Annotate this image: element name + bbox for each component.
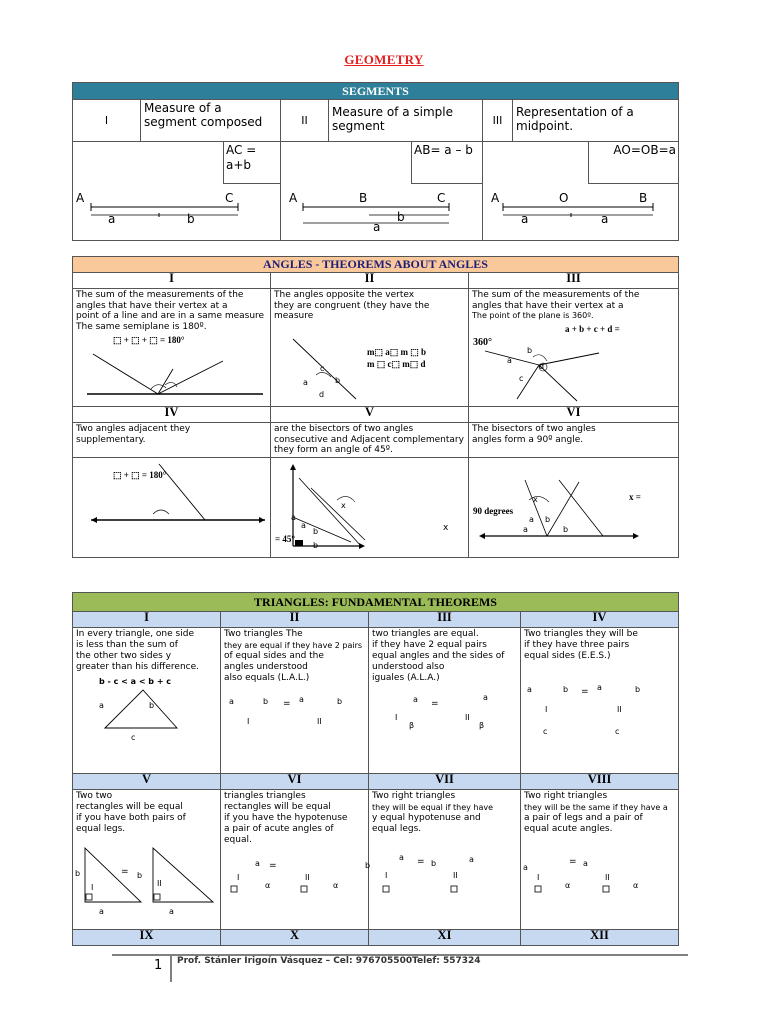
triangle-theorem-II: Two triangles The they are equal if they have 2 pairs of equal sides and the angles understood also equals (L.A.L.) a b = a b I II	[221, 628, 369, 774]
segment-figure-3	[483, 142, 679, 241]
angle-theorem-II: The angles opposite the vertex they are congruent (they have the measure m⬚ a⬚ m ⬚ b m ⬚ c⬚ m⬚ d c a b d	[271, 289, 469, 407]
segment-formula-2: AB= a – b	[411, 142, 482, 184]
svg-text:I: I	[545, 705, 548, 714]
segment-num-3: III	[483, 100, 513, 142]
angle-num-VI: VI	[469, 407, 679, 423]
svg-text:a: a	[399, 853, 404, 862]
triangle-theorem-VIII: Two right triangles they will be the same if they have a a pair of legs and a pair of equal acute angles. = a a I II α α	[521, 790, 679, 930]
svg-text:II: II	[305, 873, 310, 882]
svg-text:b: b	[635, 685, 641, 694]
triangle-num-XI: XI	[369, 930, 521, 946]
svg-text:b: b	[313, 527, 319, 536]
svg-text:B: B	[639, 191, 648, 205]
svg-text:I: I	[91, 883, 94, 892]
svg-text:a: a	[507, 356, 512, 365]
triangle-num-V: V	[73, 774, 221, 790]
svg-text:a: a	[99, 701, 104, 710]
segment-desc-2: Measure of a simple segment	[329, 100, 483, 142]
segment-figure-1	[73, 142, 281, 241]
footer-divider	[170, 954, 172, 982]
segment-figure-2	[281, 142, 483, 241]
svg-text:c: c	[543, 727, 548, 736]
svg-text:a: a	[169, 907, 174, 916]
svg-text:=: =	[269, 861, 277, 871]
segment-num-2: II	[281, 100, 329, 142]
svg-text:b: b	[431, 859, 437, 868]
svg-text:c: c	[519, 374, 524, 383]
angle-num-III: III	[469, 273, 679, 289]
angle-text-IV: Two angles adjacent they supplementary.	[73, 423, 271, 458]
triangle-theorem-IV: Two triangles they will be if they have three pairs equal sides (E.E.S.) a b = a b I II c c	[521, 628, 679, 774]
segments-table	[72, 82, 679, 241]
svg-text:O: O	[559, 191, 569, 205]
svg-text:a: a	[523, 525, 528, 534]
svg-text:a: a	[523, 863, 528, 872]
svg-text:b: b	[337, 697, 343, 706]
footer-text: Prof. Stánler Irigoín Vásquez – Cel: 976705500Telef: 557324	[177, 956, 481, 966]
svg-text:b: b	[75, 869, 81, 878]
svg-text:α: α	[565, 881, 571, 890]
svg-text:a: a	[229, 697, 234, 706]
angle-num-II: II	[271, 273, 469, 289]
svg-text:I: I	[537, 873, 540, 882]
svg-text:=: =	[569, 857, 577, 867]
svg-text:b: b	[149, 701, 155, 710]
svg-text:B: B	[359, 191, 368, 205]
svg-text:I: I	[247, 717, 250, 726]
angle-figure-V: a a b b x x = 45°	[271, 458, 469, 558]
segment-num-1: I	[73, 100, 141, 142]
svg-text:x: x	[443, 523, 449, 533]
svg-text:a: a	[291, 513, 296, 522]
svg-text:x: x	[533, 495, 538, 504]
svg-text:d: d	[319, 390, 325, 399]
svg-text:a: a	[597, 683, 602, 692]
angle-num-IV: IV	[73, 407, 271, 423]
angles-header: ANGLES - THEOREMS ABOUT ANGLES	[73, 257, 679, 273]
triangle-num-VII: VII	[369, 774, 521, 790]
svg-text:a: a	[583, 859, 588, 868]
svg-text:α: α	[633, 881, 639, 890]
svg-text:A: A	[289, 191, 298, 205]
svg-text:β: β	[479, 721, 485, 730]
segments-header: SEGMENTS	[73, 83, 679, 100]
svg-text:β: β	[409, 721, 415, 730]
angle-I-formula: ⬚ + ⬚ + ⬚ = 180°	[113, 335, 185, 345]
triangle-num-IX: IX	[73, 930, 221, 946]
svg-text:b: b	[527, 346, 533, 355]
svg-text:a: a	[255, 859, 260, 868]
svg-text:a: a	[303, 378, 308, 387]
svg-text:b: b	[563, 685, 569, 694]
triangle-num-I: I	[73, 612, 221, 628]
triangle-theorem-III: two triangles are equal. if they have 2 equal pairs equal angles and the sides of understood also iguales (A.L.A.) a = a I II β β	[369, 628, 521, 774]
svg-text:C: C	[437, 191, 446, 205]
svg-text:b: b	[545, 515, 551, 524]
angle-theorem-III: The sum of the measurements of the angles that have their vertex at a The point of the plane is 360º. a + b + c + d = 360° b a d c	[469, 289, 679, 407]
triangle-num-VI: VI	[221, 774, 369, 790]
triangle-num-X: X	[221, 930, 369, 946]
angles-table	[72, 256, 679, 558]
angle-num-V: V	[271, 407, 469, 423]
svg-text:b: b	[365, 861, 371, 870]
segment-formula-1: AC = a+b	[223, 142, 280, 184]
triangle-theorem-VII: Two right triangles they will be equal if they have y equal hypotenuse and equal legs. a = b a I II	[369, 790, 521, 930]
svg-text:a: a	[601, 212, 609, 226]
point-C: C	[225, 191, 234, 205]
svg-text:b: b	[563, 525, 569, 534]
triangle-num-IV: IV	[521, 612, 679, 628]
svg-text:=: =	[283, 699, 291, 709]
angle-II-figure	[271, 289, 469, 407]
svg-text:x: x	[341, 501, 346, 510]
svg-text:a: a	[99, 907, 104, 916]
point-A: A	[76, 191, 85, 205]
svg-text:=: =	[581, 687, 589, 697]
triangle-num-III: III	[369, 612, 521, 628]
svg-text:a: a	[521, 212, 529, 226]
label-a: a	[108, 212, 116, 226]
triangle-theorem-VI: triangles triangles rectangles will be equal if you have the hypotenuse a pair of acute angles of equal. a = b I II α α	[221, 790, 369, 930]
triangle-theorem-I: In every triangle, one side is less than the sum of the other two sides y greater than his difference. b - c < a < b + c a b c	[73, 628, 221, 774]
segment-desc-3: Representation of a midpoint.	[513, 100, 679, 142]
angle-figure-VI: x = 90 degrees x a b a b	[469, 458, 679, 558]
svg-text:a: a	[469, 855, 474, 864]
svg-text:II: II	[605, 873, 610, 882]
svg-text:c: c	[320, 364, 325, 373]
svg-text:d: d	[539, 362, 545, 371]
segment-desc-1: Measure of a segment composed	[141, 100, 281, 142]
triangle-theorem-V: Two two rectangles will be equal if you have both pairs of equal legs. b = b I II a a	[73, 790, 221, 930]
svg-text:II: II	[317, 717, 322, 726]
svg-text:a: a	[299, 695, 304, 704]
svg-text:=: =	[417, 857, 425, 867]
svg-text:II: II	[465, 713, 470, 722]
document-title: GEOMETRY	[344, 52, 424, 67]
page-number: 1	[154, 958, 163, 973]
label-b: b	[187, 212, 195, 226]
svg-text:a: a	[527, 685, 532, 694]
svg-text:a: a	[483, 693, 488, 702]
triangle-num-XII: XII	[521, 930, 679, 946]
segment-formula-3: AO=OB=a	[588, 142, 678, 184]
triangles-header: TRIANGLES: FUNDAMENTAL THEOREMS	[73, 593, 679, 612]
svg-text:a: a	[301, 521, 306, 530]
svg-text:a: a	[529, 515, 534, 524]
svg-text:b: b	[335, 376, 341, 385]
angle-III-figure	[469, 289, 679, 407]
svg-text:II: II	[157, 879, 162, 888]
angle-text-V: are the bisectors of two angles consecutive and Adjacent complementary they form an angle of 45º.	[271, 423, 469, 458]
svg-text:I: I	[395, 713, 398, 722]
svg-text:II: II	[617, 705, 622, 714]
angle-text-VI: The bisectors of two angles angles form a 90º angle.	[469, 423, 679, 458]
svg-text:=: =	[121, 867, 129, 877]
svg-text:A: A	[491, 191, 500, 205]
svg-text:=: =	[431, 699, 439, 709]
angle-I-figure	[73, 289, 271, 407]
svg-text:b: b	[137, 871, 143, 880]
svg-text:α: α	[265, 881, 271, 890]
svg-text:b: b	[263, 697, 269, 706]
svg-text:a: a	[413, 695, 418, 704]
svg-text:b: b	[313, 541, 319, 550]
svg-text:c: c	[131, 733, 136, 742]
svg-text:c: c	[615, 727, 620, 736]
svg-text:II: II	[453, 871, 458, 880]
svg-text:I: I	[385, 871, 388, 880]
angle-figure-IV: ⬚ + ⬚ = 180°	[73, 458, 271, 558]
triangle-num-VIII: VIII	[521, 774, 679, 790]
svg-text:a: a	[373, 220, 381, 234]
svg-text:b: b	[397, 210, 405, 224]
angle-theorem-I: The sum of the measurements of the angles that have their vertex at a point of a line and are in a same measure The same semiplane is 180º. ⬚ + ⬚ + ⬚ = 180°	[73, 289, 271, 407]
svg-text:α: α	[333, 881, 339, 890]
triangle-num-II: II	[221, 612, 369, 628]
angle-num-I: I	[73, 273, 271, 289]
triangles-table	[72, 592, 679, 946]
svg-text:I: I	[237, 873, 240, 882]
